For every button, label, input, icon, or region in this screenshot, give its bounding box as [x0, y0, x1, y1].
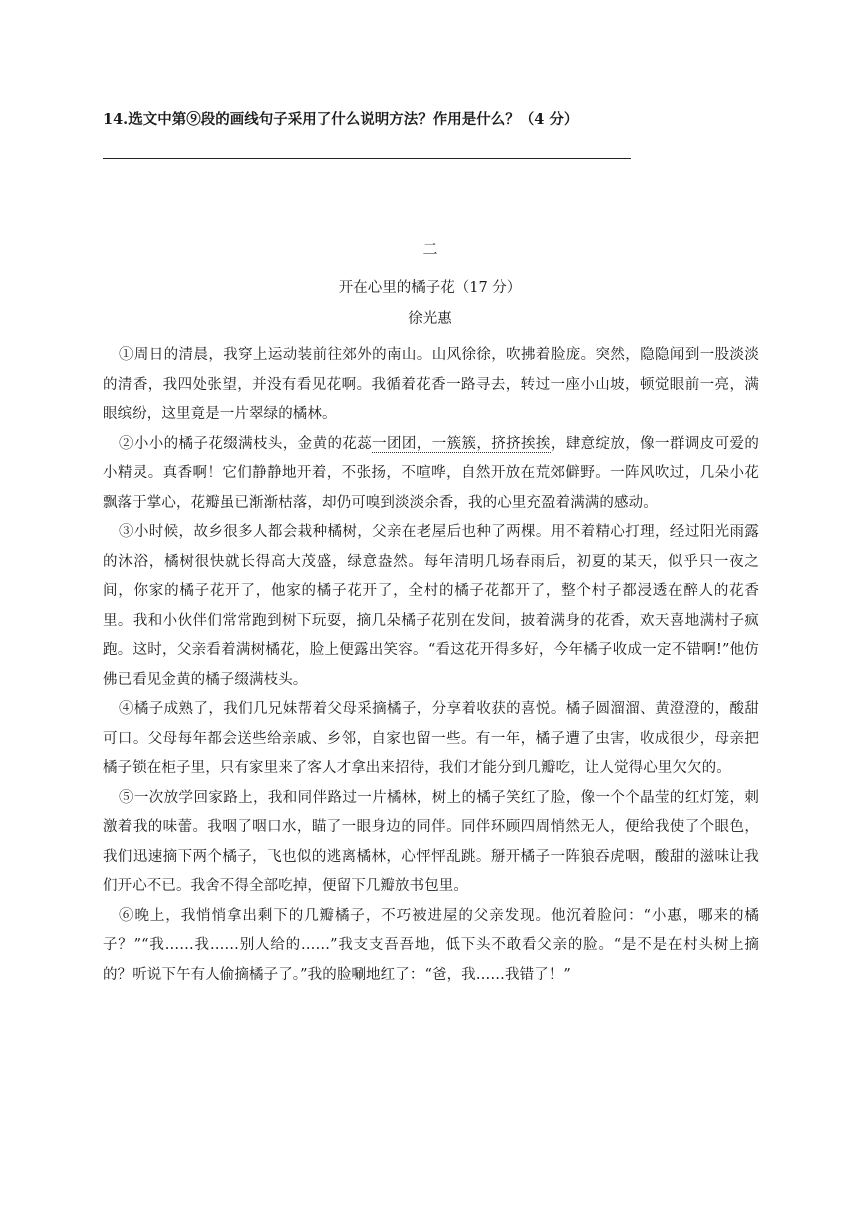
dotted-underlined-phrase: 一团团，一簇簇，挤挤挨挨 — [372, 435, 551, 452]
paragraph-text: ，肆意绽放，像一群调皮可爱的小精灵。真香啊！它们静静地开着，不张扬，不喧哗，自然开放在荒郊僻野。一阵风吹过，几朵小花飘落于掌心，花瓣虽已渐渐枯落，却仍可嗅到淡淡余香，我的心里充盈着满满的感动。 — [103, 435, 759, 511]
paragraph-text: 小时候，故乡很多人都会栽种橘树，父亲在老屋后也种了两棵。用不着精心打理，经过阳光雨露的沐浴，橘树很快就长得高大茂盛，绿意盎然。每年清明几场春雨后，初夏的某天，似乎只一夜之间，你家的橘子花开了，他家的橘子花开了，全村的橘子花都开了，整个村子都浸透在醉人的花香里。我和小伙伴们常常跑到树下玩耍，摘几朵橘子花别在发间，披着满身的花香，欢天喜地满村子疯跑。这时，父亲看着满树橘花，脸上便露出笑容。“看这花开得多好，今年橘子收成一定不错啊!”他仿佛已看见金黄的橘子缀满枝头。 — [103, 524, 759, 688]
paragraph-text: 周日的清晨，我穿上运动装前往郊外的南山。山风徐徐，吹拂着脸庞。突然，隐隐闻到一股淡淡的清香，我四处张望，并没有看见花啊。我循着花香一路寻去，转过一座小山坡，顿觉眼前一亮，满眼缤纷，这里竟是一片翠绿的橘林。 — [103, 347, 759, 422]
paragraph-number: ③ — [119, 524, 134, 540]
paragraph-3 — [103, 518, 759, 695]
paragraph-text: 小小的橘子花缀满枝头，金黄的花蕊 — [133, 435, 373, 452]
paragraph-number: ⑥ — [119, 907, 135, 924]
question-14: 14.选文中第⑨段的画线句子采用了什么说明方法？作用是什么？（4 分） — [103, 111, 579, 128]
paragraph-number: ⑤ — [119, 789, 134, 806]
paragraph-text: 晚上，我悄悄拿出剩下的几瓣橘子，不巧被进屋的父亲发现。他沉着脸问：“小惠，哪来的橘子？”“我……我……别人给的……”我支支吾吾地，低下头不敢看父亲的脸。“是不是在村头树上摘的？听说下午有人偷摘橘子了。”我的脸唰地红了：“爸，我……我错了！” — [103, 907, 759, 983]
article-body — [103, 341, 759, 990]
paragraph-number: ④ — [119, 701, 134, 717]
paragraph-5 — [103, 784, 759, 902]
paragraph-text: 橘子成熟了，我们几兄妹帮着父母采摘橘子，分享着收获的喜悦。橘子圆溜溜、黄澄澄的，酸甜可口。父母每年都会送些给亲戚、乡邻，自家也留一些。有一年，橘子遭了虫害，收成很少，母亲把橘子锁在柜子里，只有家里来了客人才拿出来招待，我们才能分到几瓣吃，让人觉得心里欠欠的。 — [103, 701, 759, 776]
section-number: 二 — [422, 240, 438, 258]
paragraph-6 — [103, 902, 759, 991]
paragraph-number: ① — [119, 347, 134, 363]
paragraph-number: ② — [119, 435, 134, 452]
article-author: 徐光惠 — [408, 311, 452, 327]
answer-line[interactable] — [103, 158, 631, 159]
paragraph-2 — [103, 430, 759, 519]
article-title: 开在心里的橘子花（17 分） — [338, 280, 522, 296]
paragraph-4 — [103, 695, 759, 784]
paragraph-text: 一次放学回家路上，我和同伴路过一片橘林，树上的橘子笑红了脸，像一个个晶莹的红灯笼，刺激着我的味蕾。我咽了咽口水，瞄了一眼身边的同伴。同伴环顾四周悄然无人，便给我使了个眼色，我们迅速摘下两个橘子，飞也似的逃离橘林，心怦怦乱跳。掰开橘子一阵狼吞虎咽，酸甜的滋味让我们开心不已。我舍不得全部吃掉，便留下几瓣放书包里。 — [103, 789, 759, 894]
paragraph-1 — [103, 341, 759, 430]
